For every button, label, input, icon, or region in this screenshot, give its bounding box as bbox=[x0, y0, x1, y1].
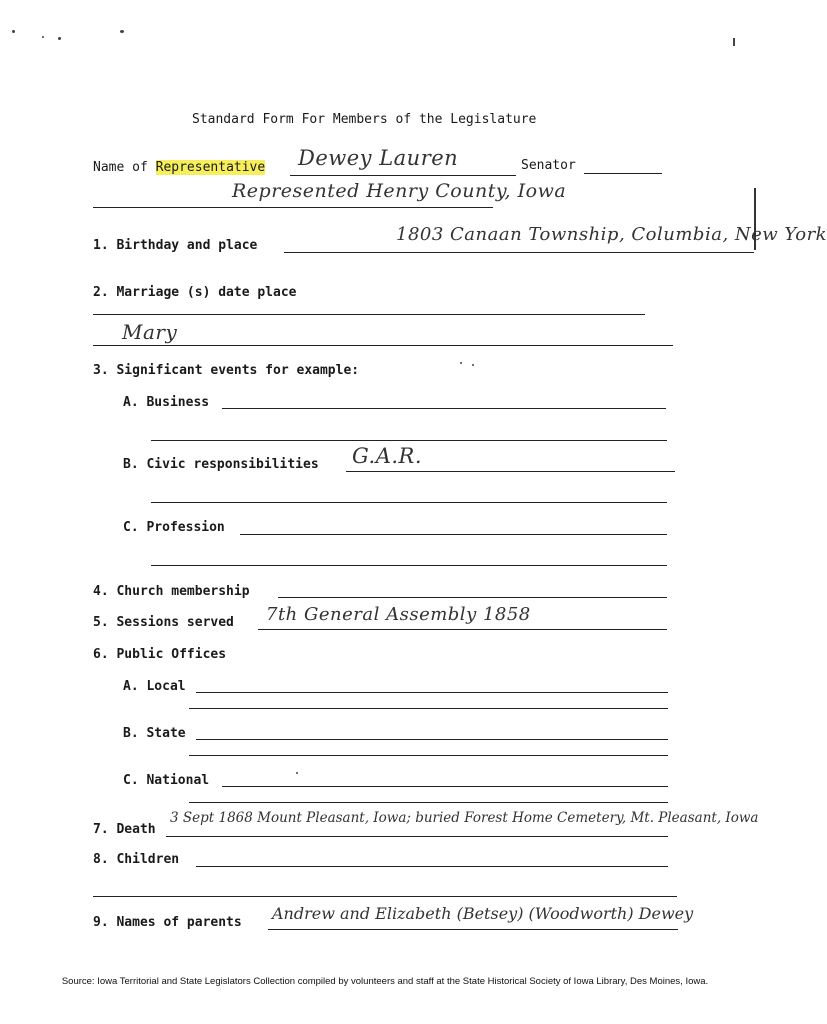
handwritten-sessions: 7th General Assembly 1858 bbox=[266, 604, 531, 625]
state-underline-1 bbox=[196, 739, 668, 740]
national-label: C. National bbox=[123, 773, 210, 788]
parents-label: 9. Names of parents bbox=[93, 915, 242, 930]
local-underline-2 bbox=[189, 708, 668, 709]
events-label: 3. Significant events for example: bbox=[93, 363, 360, 378]
national-underline-1 bbox=[222, 786, 668, 787]
birth-label: 1. Birthday and place bbox=[93, 238, 258, 253]
business-underline-1 bbox=[222, 408, 666, 409]
sessions-label: 5. Sessions served bbox=[93, 615, 234, 630]
scan-speck bbox=[120, 30, 124, 33]
public-offices-label: 6. Public Offices bbox=[93, 647, 227, 662]
senator-underline bbox=[584, 173, 662, 174]
handwritten-parents: Andrew and Elizabeth (Betsey) (Woodworth) Dewey bbox=[272, 904, 694, 923]
sessions-underline bbox=[258, 629, 667, 630]
church-label: 4. Church membership bbox=[93, 584, 250, 599]
civic-underline-2 bbox=[151, 502, 667, 503]
handwritten-civic: G.A.R. bbox=[352, 444, 423, 468]
marriage-underline-1 bbox=[93, 314, 645, 315]
business-underline-2 bbox=[151, 440, 667, 441]
local-label: A. Local bbox=[123, 679, 186, 694]
name-underline bbox=[290, 175, 516, 176]
handwritten-death: 3 Sept 1868 Mount Pleasant, Iowa; buried Forest Home Cemetery, Mt. Pleasant, Iowa bbox=[170, 810, 759, 826]
scan-speck bbox=[12, 30, 15, 33]
death-label: 7. Death bbox=[93, 822, 156, 837]
source-caption: Source: Iowa Territorial and State Legislators Collection compiled by volunteers and staff at the State Historical Society of Iowa Library, Des Moines, Iowa. bbox=[61, 976, 709, 987]
scan-speck bbox=[472, 364, 474, 366]
children-underline-1 bbox=[196, 866, 668, 867]
profession-label: C. Profession bbox=[123, 520, 225, 535]
children-underline-2 bbox=[93, 896, 677, 897]
state-label: B. State bbox=[123, 726, 186, 741]
handwritten-birth: 1803 Canaan Township, Columbia, New York bbox=[396, 224, 827, 245]
scan-speck bbox=[42, 36, 44, 38]
marriage-underline-2 bbox=[93, 345, 673, 346]
church-underline bbox=[278, 597, 667, 598]
state-underline-2 bbox=[189, 755, 668, 756]
profession-underline-1 bbox=[240, 534, 667, 535]
name-label bbox=[93, 160, 265, 175]
senator-label: Senator bbox=[521, 158, 576, 173]
scan-speck bbox=[460, 362, 462, 364]
profession-underline-2 bbox=[151, 565, 667, 566]
handwritten-name: Dewey Lauren bbox=[298, 146, 459, 170]
scan-speck bbox=[733, 38, 735, 46]
scan-speck bbox=[296, 772, 298, 774]
children-label: 8. Children bbox=[93, 852, 180, 867]
scan-speck bbox=[58, 37, 61, 40]
marriage-label: 2. Marriage (s) date place bbox=[93, 285, 297, 300]
representative-label: Representative bbox=[155, 160, 266, 175]
handwritten-marriage: Mary bbox=[122, 320, 178, 344]
national-underline-2 bbox=[189, 802, 668, 803]
business-label: A. Business bbox=[123, 395, 210, 410]
birth-underline bbox=[284, 252, 754, 253]
name-prefix: Name of bbox=[93, 160, 148, 175]
civic-label: B. Civic responsibilities bbox=[123, 457, 319, 472]
form-title: Standard Form For Members of the Legislature bbox=[192, 112, 537, 127]
death-underline bbox=[166, 836, 668, 837]
civic-underline-1 bbox=[346, 471, 675, 472]
representative-underline bbox=[93, 207, 493, 208]
local-underline-1 bbox=[196, 692, 668, 693]
parents-underline bbox=[268, 929, 678, 930]
handwritten-district: Represented Henry County, Iowa bbox=[232, 180, 567, 202]
